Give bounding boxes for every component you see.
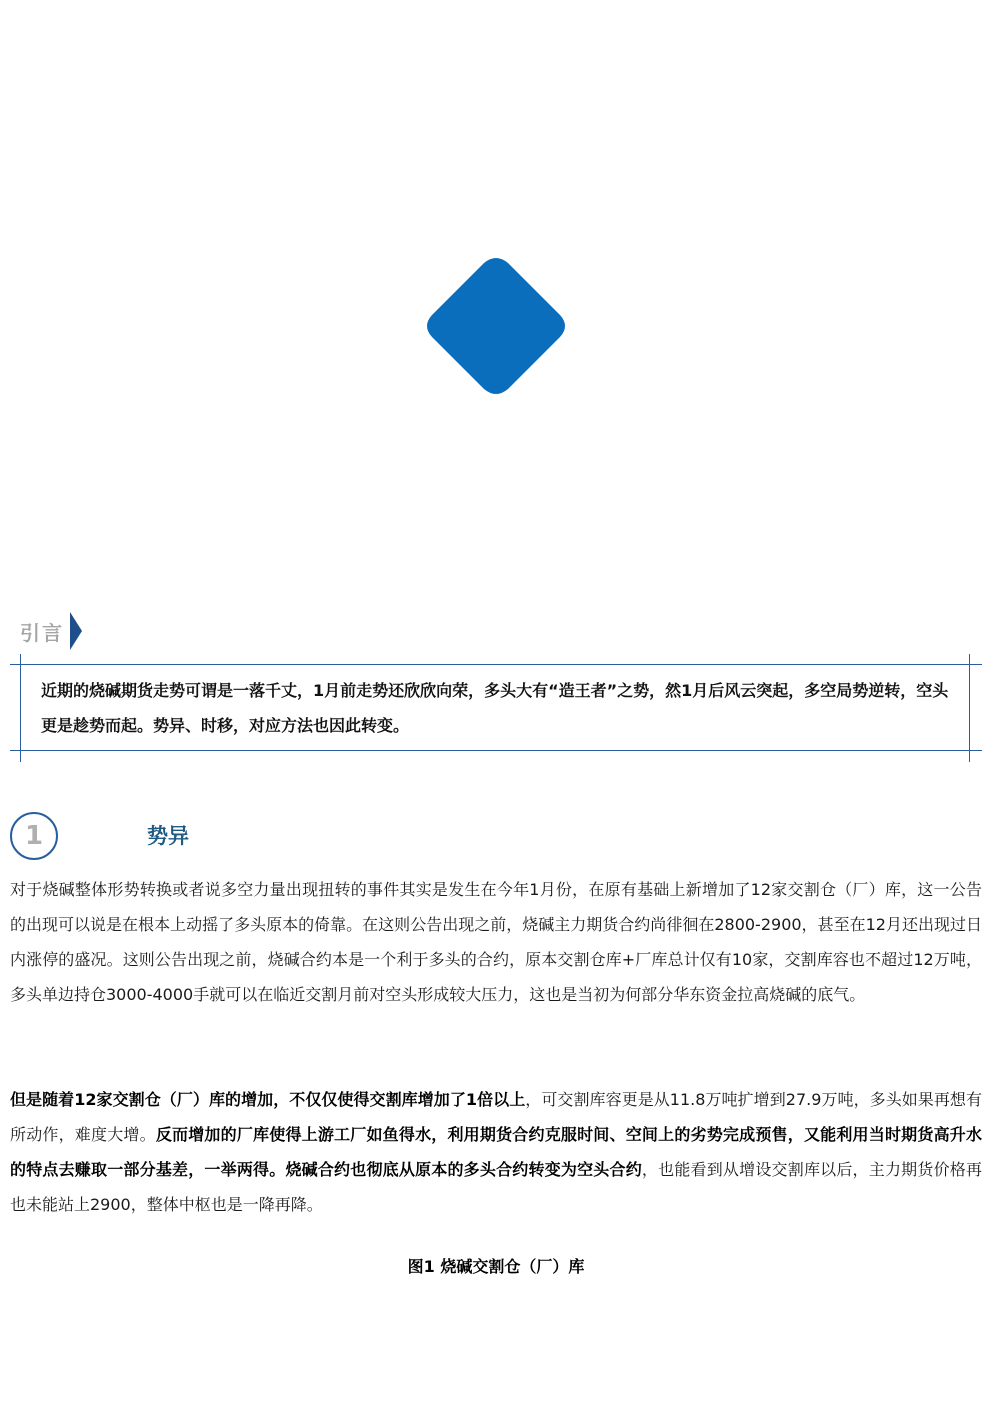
intro-box-top-rule [10,664,982,665]
intro-box-bottom-rule [10,750,982,751]
intro-label-row [20,612,82,650]
paragraph-2-bold-2: 反而增加的厂库使得上游工厂如鱼得水，利用期货合约克服时间、空间上的劣势完成预售，又能利用当时期货高升水的特点去赚取一部分基差，一举两得。烧碱合约也彻底从原本的多头合约转变为空头合约 [10,1125,982,1179]
intro-text: 近期的烧碱期货走势可谓是一落千丈，1月前走势还欣欣向荣，多头大有“造王者”之势，然1月后风云突起，多空局势逆转，空头更是趁势而起。势异、时移，对应方法也因此转变。 [41,681,949,735]
intro-label: 引言 [20,620,64,645]
paragraph-2-bold-1: 但是随着12家交割仓（厂）库的增加，不仅仅使得交割库增加了1倍以上 [10,1090,526,1109]
paragraph-2-text-1: ，可交割库容更是从11.8万吨扩增到27.9万吨，多头如果再想有所动作，难度大增。 [10,1090,982,1144]
body-paragraph-2 [10,1082,982,1222]
intro-box-left-rule [20,654,21,762]
figure-caption: 图1 烧碱交割仓（厂）库 [407,1257,585,1276]
diamond-logo-icon [424,255,568,397]
chevron-right-icon [70,612,82,650]
paragraph-2-text-2: ，也能看到从增设交割库以后，主力期货价格再也未能站上2900，整体中枢也是一降再降。 [10,1160,982,1214]
body-paragraph-1: 对于烧碱整体形势转换或者说多空力量出现扭转的事件其实是发生在今年1月份，在原有基础上新增加了12家交割仓（厂）库，这一公告的出现可以说是在根本上动摇了多头原本的倚靠。在这则公告出现之前，烧碱主力期货合约尚徘徊在2800-2900，甚至在12月还出现过日内涨停的盛况。这则公告出现之前，烧碱合约本是一个利于多头的合约，原本交割仓库+厂库总计仅有10家，交割库容也不超过12万吨，多头单边持仓3000-4000手就可以在临近交割月前对空头形成较大压力，这也是当初为何部分华东资金拉高烧碱的底气。 [10,880,982,1004]
section-number-badge: 1 [10,812,58,860]
intro-box [10,654,982,762]
section-title: 势异 [147,824,189,848]
intro-box-right-rule [969,654,970,762]
